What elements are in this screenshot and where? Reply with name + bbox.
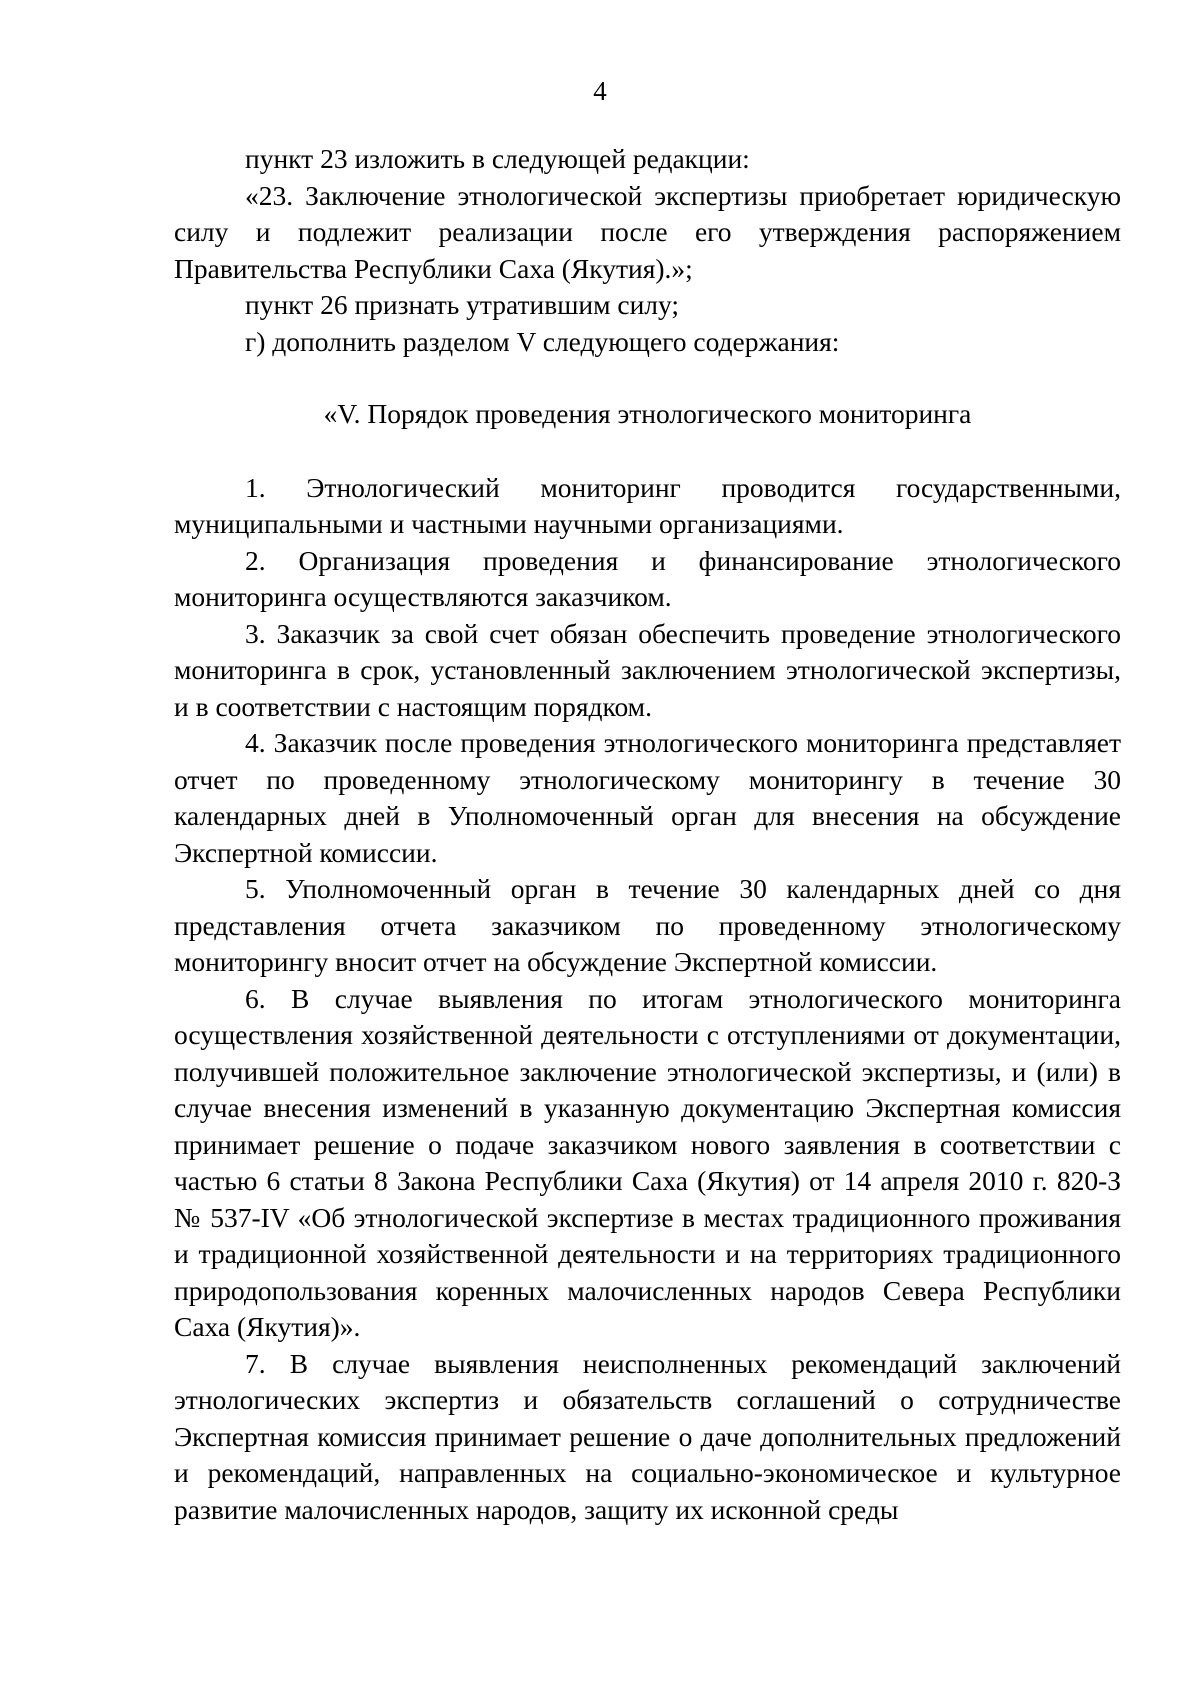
document-body xyxy=(174,141,1121,1528)
paragraph-amend-item-23: пункт 23 изложить в следующей редакции: xyxy=(245,143,750,174)
paragraph-clause-2: 2. Организация проведения и финансирование этнологического мониторинга осуществляются заказчиком. xyxy=(174,544,1121,612)
paragraph-item-26-repeal: пункт 26 признать утратившим силу; xyxy=(245,289,680,320)
paragraph-clause-7: 7. В случае выявления неисполненных рекомендаций заключений этнологических экспертиз и обязательств соглашений о сотрудничестве Экспертная комиссия принимает решение о даче дополнительных предложений и рекомендаций, направленных на социально-экономическое и культурное развитие малочисленных народов, защиту их исконной среды xyxy=(174,1347,1121,1525)
paragraph-clause-1: 1. Этнологический мониторинг проводится государственными, муниципальными и частными научными организациями. xyxy=(174,471,1121,539)
section-heading: «V. Порядок проведения этнологического мониторинга xyxy=(323,398,972,429)
page-number: 4 xyxy=(593,76,607,106)
paragraph-item-23-text: «23. Заключение этнологической экспертизы приобретает юридическую силу и подлежит реализации после его утверждения распоряжением Правительства Республики Саха (Якутия).»; xyxy=(174,179,1121,284)
paragraph-clause-3: 3. Заказчик за свой счет обязан обеспечить проведение этнологического мониторинга в срок, установленный заключением этнологической экспертизы, и в соответствии с настоящим порядком. xyxy=(174,617,1121,722)
paragraph-clause-6: 6. В случае выявления по итогам этнологического мониторинга осуществления хозяйственной деятельности с отступлениями от документации, получившей положительное заключение этнологической экспертизы, и (или) в случае внесения изменений в указанную документацию Экспертная комиссия принимает решение о подаче заказчиком нового заявления в соответствии с частью 6 статьи 8 Закона Республики Саха (Якутия) от 14 апреля 2010 г. 820-З № 537-IV «Об этнологической экспертизе в местах традиционного проживания и традиционной хозяйственной деятельности и на территориях традиционного природопользования коренных малочисленных народов Севера Республики Саха (Якутия)». xyxy=(174,982,1121,1342)
paragraph-clause-4: 4. Заказчик после проведения этнологического мониторинга представляет отчет по проведенному этнологическому мониторингу в течение 30 календарных дней в Уполномоченный орган для внесения на обсуждение Экспертной комиссии. xyxy=(174,727,1121,868)
paragraph-add-section-v: г) дополнить разделом V следующего содержания: xyxy=(245,325,840,357)
paragraph-clause-5: 5. Уполномоченный орган в течение 30 календарных дней со дня представления отчета заказчиком по проведенному этнологическому мониторингу вносит отчет на обсуждение Экспертной комиссии. xyxy=(174,873,1121,977)
